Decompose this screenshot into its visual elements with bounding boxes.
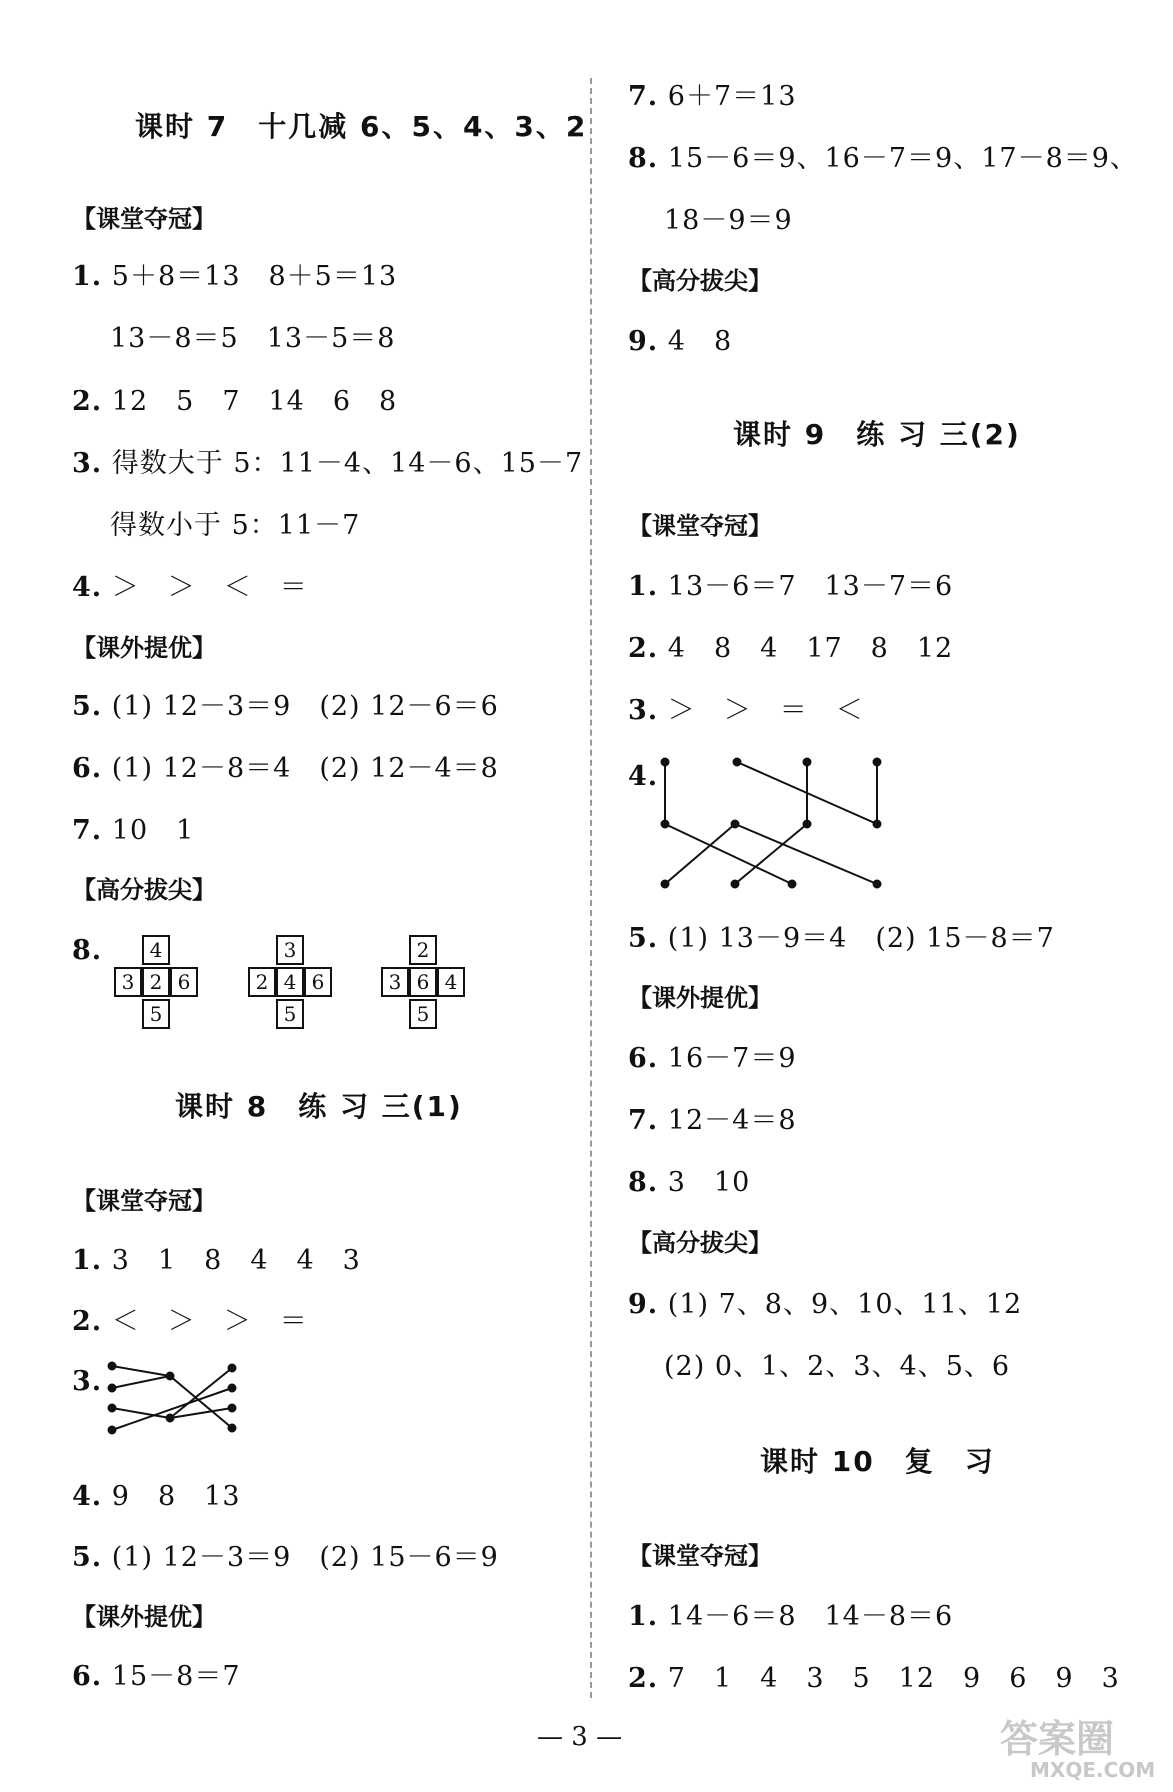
answer-line: 2. 7 1 4 3 5 12 9 6 9 3: [628, 1663, 1120, 1694]
number-cross-grid: [108, 935, 204, 1039]
grid-cell: 3: [114, 967, 142, 997]
section-header: 【课堂夺冠】: [628, 1542, 772, 1570]
answer-line: 9. 4 8: [628, 326, 733, 357]
answer-line: 7. 6＋7＝13: [628, 81, 797, 112]
answer-line: 1. 5＋8＝13 8＋5＝13: [72, 261, 398, 292]
answer-line: 3. ＞ ＞ ＝ ＜: [628, 695, 864, 726]
answer-line: 9. (1) 7、8、9、10、11、12: [628, 1289, 1023, 1320]
grid-cell: 2: [248, 967, 276, 997]
section-header: 【课堂夺冠】: [72, 1187, 216, 1215]
grid-cell: 5: [409, 999, 437, 1029]
section-header: 【高分拔尖】: [628, 267, 772, 295]
section-header: 【课外提优】: [72, 1603, 216, 1631]
section-header: 【高分拔尖】: [628, 1229, 772, 1257]
answer-line: 得数小于 5：11－7: [110, 510, 361, 541]
answer-line: 1. 13－6＝7 13－7＝6: [628, 571, 954, 602]
answer-line: 4. ＞ ＞ ＜ ＝: [72, 572, 308, 603]
answer-line: 7. 10 1: [72, 815, 195, 846]
grid-cell: 5: [142, 999, 170, 1029]
answer-line: 2. 4 8 4 17 8 12: [628, 633, 954, 664]
answer-line: 5. (1) 13－9＝4 (2) 15－8＝7: [628, 923, 1055, 954]
matching-lines-diagram: [100, 1358, 250, 1458]
answer-line: 1. 3 1 8 4 4 3: [72, 1245, 361, 1276]
answer-line: 6. 15－8＝7: [72, 1661, 241, 1692]
answer-line: 3. 得数大于 5：11－4、14－6、15－7: [72, 448, 584, 479]
section-header: 【课外提优】: [72, 634, 216, 662]
answer-line: 18－9＝9: [664, 205, 793, 236]
question-number: 8.: [72, 935, 103, 966]
lesson9-title: 课时 9 练 习 三(2): [733, 418, 1021, 451]
answer-line: 1. 14－6＝8 14－8＝6: [628, 1601, 954, 1632]
grid-cell: 4: [437, 967, 465, 997]
lesson7-title: 课时 7 十几减 6、5、4、3、2: [135, 110, 588, 143]
answer-line: 8. 15－6＝9、16－7＝9、17－8＝9、: [628, 143, 1138, 174]
answer-line: (2) 0、1、2、3、4、5、6: [664, 1351, 1011, 1382]
grid-cell: 2: [409, 935, 437, 965]
answer-line: 5. (1) 12－3＝9 (2) 15－6＝9: [72, 1542, 499, 1573]
matching-lines-diagram: [655, 752, 895, 902]
grid-cell: 2: [142, 967, 170, 997]
number-cross-grid: [375, 935, 471, 1039]
lesson10-title: 课时 10 复 习: [760, 1445, 995, 1478]
answer-line: 8. 3 10: [628, 1167, 751, 1198]
watermark-logo: 答案圈: [1000, 1717, 1115, 1761]
answer-line: 2. ＜ ＞ ＞ ＝: [72, 1306, 308, 1337]
column-divider: [590, 78, 592, 1698]
watermark-url: MXQE.COM: [1030, 1758, 1156, 1782]
grid-cell: 6: [409, 967, 437, 997]
section-header: 【课外提优】: [628, 984, 772, 1012]
answer-line: 13－8＝5 13－5＝8: [110, 323, 396, 354]
question-number: 3.: [72, 1366, 103, 1397]
grid-cell: 3: [381, 967, 409, 997]
section-header: 【课堂夺冠】: [628, 512, 772, 540]
grid-cell: 6: [304, 967, 332, 997]
answer-line: 6. (1) 12－8＝4 (2) 12－4＝8: [72, 753, 499, 784]
number-cross-grid: [242, 935, 338, 1039]
grid-cell: 6: [170, 967, 198, 997]
grid-cell: 4: [276, 967, 304, 997]
answer-line: 2. 12 5 7 14 6 8: [72, 386, 398, 417]
answer-line: 7. 12－4＝8: [628, 1105, 797, 1136]
lesson8-title: 课时 8 练 习 三(1): [175, 1090, 463, 1123]
answer-line: 6. 16－7＝9: [628, 1043, 797, 1074]
question-number: 4.: [628, 761, 659, 792]
page-number: — 3 —: [537, 1722, 623, 1752]
answer-line: 4. 9 8 13: [72, 1481, 241, 1512]
section-header: 【课堂夺冠】: [72, 205, 216, 233]
answer-line: 5. (1) 12－3＝9 (2) 12－6＝6: [72, 691, 499, 722]
grid-cell: 4: [142, 935, 170, 965]
section-header: 【高分拔尖】: [72, 876, 216, 904]
grid-cell: 5: [276, 999, 304, 1029]
grid-cell: 3: [276, 935, 304, 965]
